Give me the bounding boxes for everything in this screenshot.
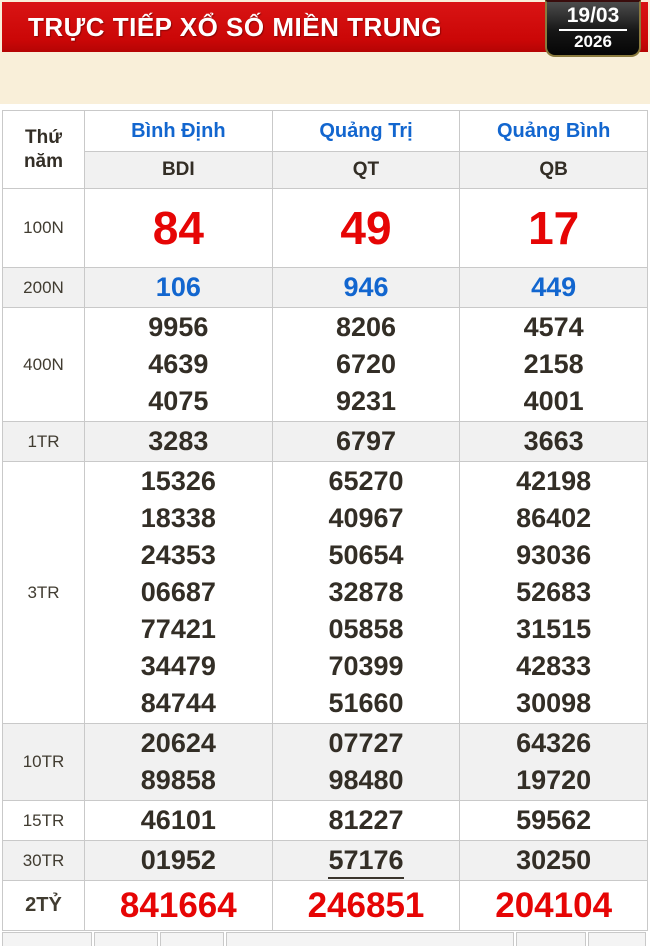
prize-row-100N xyxy=(3,189,648,268)
province-link-quang-tri[interactable]: Quảng Trị xyxy=(272,111,460,152)
prize-number: 59562 xyxy=(516,805,592,835)
prize-cell xyxy=(272,841,460,881)
prize-cell xyxy=(460,724,648,801)
prize-number: 40967 xyxy=(328,503,404,533)
prize-number: 42833 xyxy=(516,651,592,681)
prize-number: 49 xyxy=(340,202,392,254)
prize-number: 19720 xyxy=(516,765,592,795)
prize-cell xyxy=(272,724,460,801)
prize-number: 84 xyxy=(152,202,204,254)
province-header-row xyxy=(3,111,648,152)
prize-cell xyxy=(460,462,648,724)
prize-number: 4639 xyxy=(148,349,209,379)
province-code-qb: QB xyxy=(460,152,648,189)
date-year: 2026 xyxy=(574,32,612,51)
prize-cell xyxy=(85,801,273,841)
prize-number: 32878 xyxy=(328,577,404,607)
prize-number: 86402 xyxy=(516,503,592,533)
prize-number: 93036 xyxy=(516,540,592,570)
prize-cell xyxy=(460,801,648,841)
prize-number: 4574 xyxy=(523,312,584,342)
prize-number: 4075 xyxy=(148,386,209,416)
prize-number: 17 xyxy=(528,202,580,254)
prize-number: 2158 xyxy=(523,349,584,379)
prize-number: 6720 xyxy=(335,349,397,379)
prize-number: 246851 xyxy=(307,886,425,925)
prize-number: 4001 xyxy=(523,386,584,416)
prize-number: 946 xyxy=(343,272,389,302)
prize-cell xyxy=(460,841,648,881)
next-table-partial xyxy=(2,932,648,946)
prize-label: 400N xyxy=(3,308,85,422)
prize-number: 3663 xyxy=(523,426,584,456)
prize-number: 449 xyxy=(531,272,577,302)
prize-label: 30TR xyxy=(3,841,85,881)
partial-cell xyxy=(516,932,587,946)
prize-number: 31515 xyxy=(516,614,592,644)
partial-cell xyxy=(588,932,646,946)
prize-cell xyxy=(460,881,648,931)
weekday-cell: Thứ năm xyxy=(3,111,85,189)
prize-cell xyxy=(85,881,273,931)
prize-number: 98480 xyxy=(328,765,404,795)
prize-number: 3283 xyxy=(148,426,209,456)
prize-cell xyxy=(85,462,273,724)
prize-cell xyxy=(460,422,648,462)
prize-label: 1TR xyxy=(3,422,85,462)
prize-number: 9231 xyxy=(335,386,397,416)
province-link-binh-dinh[interactable]: Bình Định xyxy=(85,111,273,152)
prize-number: 30250 xyxy=(516,845,592,875)
prize-number: 64326 xyxy=(516,728,592,758)
prize-number: 15326 xyxy=(140,466,216,496)
prize-cell xyxy=(272,189,460,268)
prize-row-30TR xyxy=(3,841,648,881)
prize-number: 57176 xyxy=(273,842,460,879)
prize-number: 30098 xyxy=(516,688,592,718)
prize-number: 07727 xyxy=(328,728,404,758)
prize-cell xyxy=(85,841,273,881)
prize-cell xyxy=(272,268,460,308)
prize-number: 70399 xyxy=(328,651,404,681)
prize-cell xyxy=(85,422,273,462)
partial-cell xyxy=(226,932,514,946)
prize-number: 50654 xyxy=(328,540,404,570)
prize-row-3TR xyxy=(3,462,648,724)
prize-row-1TR xyxy=(3,422,648,462)
prize-label: 15TR xyxy=(3,801,85,841)
prize-cell xyxy=(272,801,460,841)
prize-row-200N xyxy=(3,268,648,308)
prize-cell xyxy=(460,189,648,268)
prize-number: 84744 xyxy=(140,688,216,718)
prize-number: 24353 xyxy=(140,540,216,570)
prize-number: 34479 xyxy=(140,651,216,681)
prize-row-2TỶ xyxy=(3,881,648,931)
prize-label: 2TỶ xyxy=(3,881,85,931)
prize-row-10TR xyxy=(3,724,648,801)
prize-number: 81227 xyxy=(328,805,404,835)
prize-row-400N xyxy=(3,308,648,422)
partial-cell xyxy=(94,932,158,946)
prize-label: 100N xyxy=(3,189,85,268)
prize-cell xyxy=(85,268,273,308)
prize-number: 6797 xyxy=(335,426,397,456)
prize-number: 106 xyxy=(155,272,201,302)
prize-number: 65270 xyxy=(328,466,404,496)
prize-cell xyxy=(272,308,460,422)
province-code-qt: QT xyxy=(272,152,460,189)
prize-number: 05858 xyxy=(328,614,404,644)
prize-number: 42198 xyxy=(516,466,592,496)
prize-label: 10TR xyxy=(3,724,85,801)
prize-number: 841664 xyxy=(119,886,237,925)
date-day-month: 19/03 xyxy=(559,4,628,31)
prize-cell xyxy=(460,268,648,308)
prize-cell xyxy=(85,724,273,801)
results-table xyxy=(2,110,648,931)
page-title: TRỰC TIẾP XỔ SỐ MIỀN TRUNG xyxy=(28,11,443,42)
prize-cell xyxy=(272,422,460,462)
province-link-quang-binh[interactable]: Quảng Bình xyxy=(460,111,648,152)
prize-number: 20624 xyxy=(140,728,216,758)
prize-number: 8206 xyxy=(335,312,397,342)
prize-number: 06687 xyxy=(140,577,216,607)
partial-cell xyxy=(2,932,92,946)
prize-number: 9956 xyxy=(148,312,209,342)
prize-cell xyxy=(272,881,460,931)
prize-number: 01952 xyxy=(140,845,216,875)
prize-number: 77421 xyxy=(140,614,216,644)
prize-cell xyxy=(85,189,273,268)
prize-number: 46101 xyxy=(140,805,216,835)
prize-number: 51660 xyxy=(328,688,404,718)
prize-label: 200N xyxy=(3,268,85,308)
prize-number: 89858 xyxy=(140,765,216,795)
prize-cell xyxy=(460,308,648,422)
date-badge[interactable] xyxy=(545,0,641,57)
partial-cell xyxy=(160,932,224,946)
prize-number: 52683 xyxy=(516,577,592,607)
province-code-bdi: BDI xyxy=(85,152,273,189)
prize-number: 204104 xyxy=(495,886,613,925)
header-band xyxy=(0,0,650,104)
prize-number: 18338 xyxy=(140,503,216,533)
prize-cell xyxy=(272,462,460,724)
prize-cell xyxy=(85,308,273,422)
province-code-row xyxy=(3,152,648,189)
prize-row-15TR xyxy=(3,801,648,841)
prize-label: 3TR xyxy=(3,462,85,724)
